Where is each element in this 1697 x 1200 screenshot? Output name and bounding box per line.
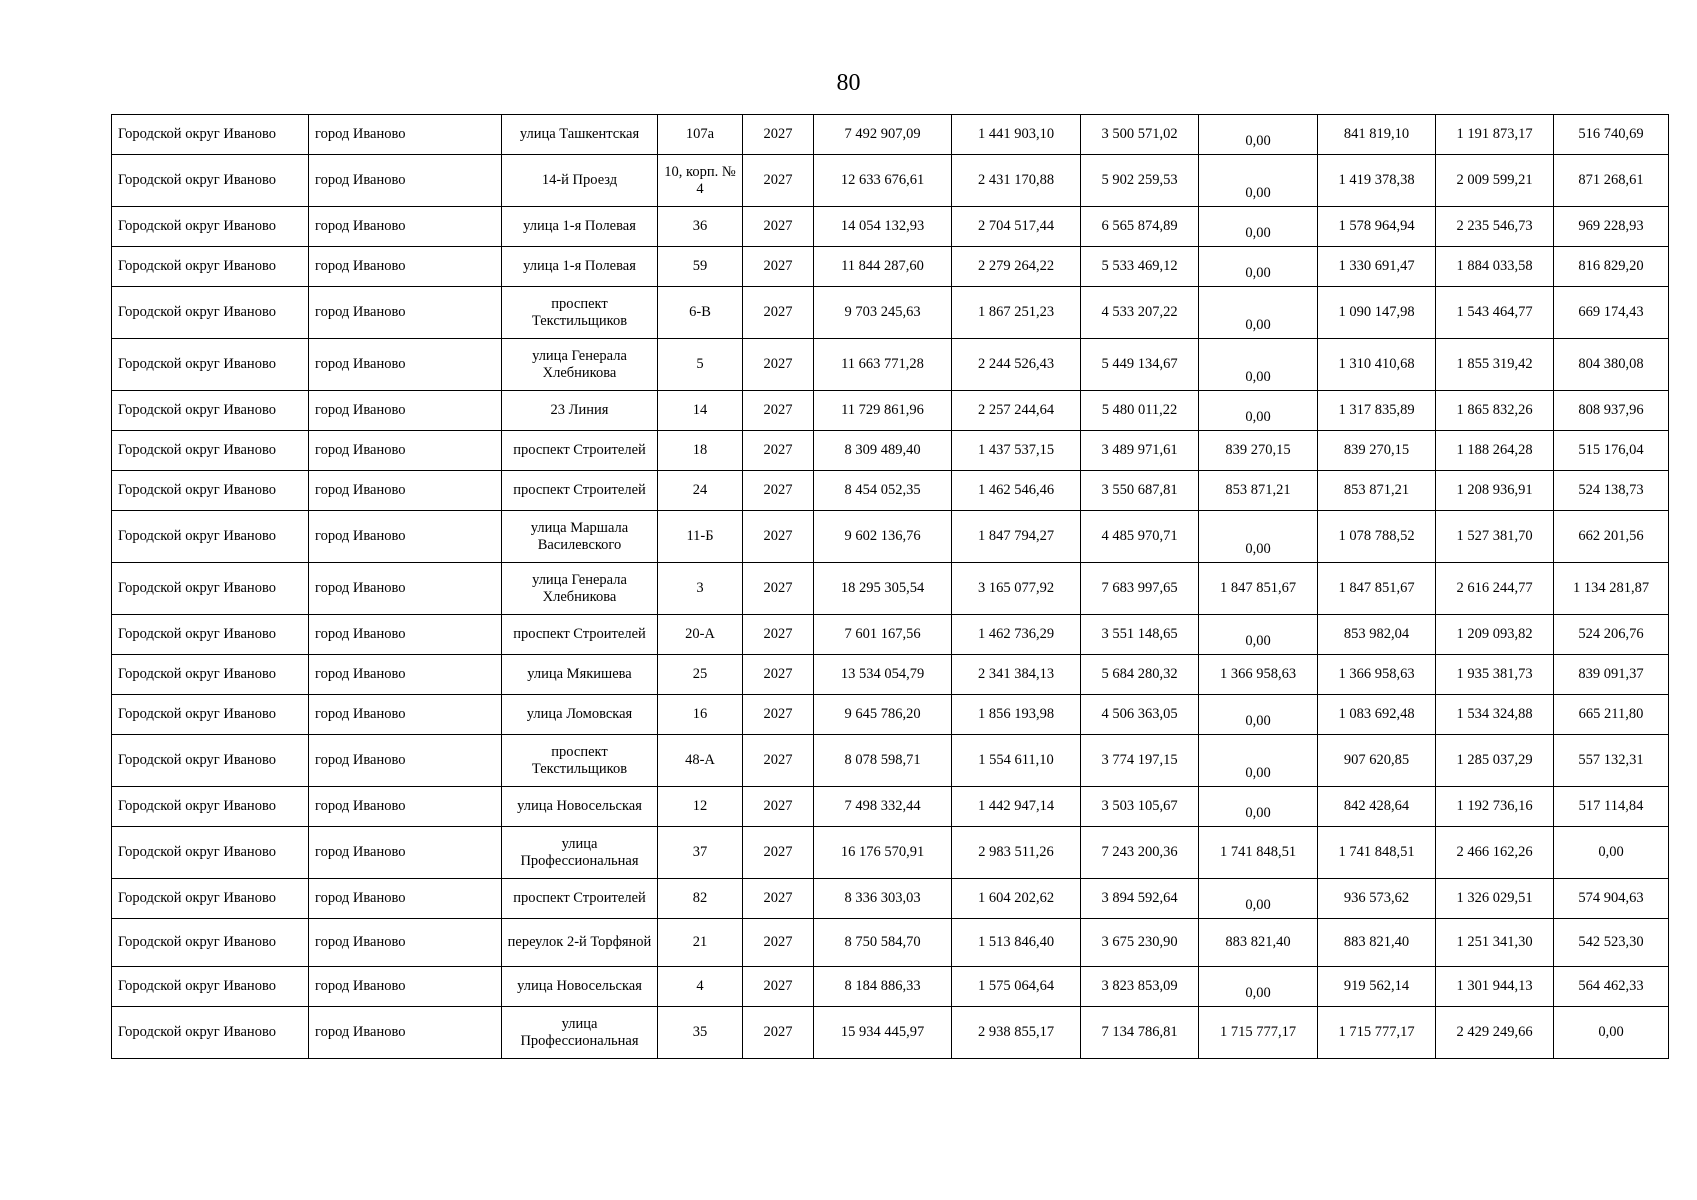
funding-2-cell: 3 774 197,15 [1081,735,1199,787]
house-cell: 48-А [658,735,743,787]
house-cell: 24 [658,471,743,511]
house-cell: 82 [658,879,743,919]
table-row [112,695,1669,735]
funding-3-cell: 1 847 851,67 [1199,563,1318,615]
funding-3-cell: 0,00 [1199,247,1318,287]
funding-6-cell: 574 904,63 [1554,879,1669,919]
street-cell: проспект Строителей [502,471,658,511]
funding-2-cell: 5 902 259,53 [1081,155,1199,207]
funding-4-cell: 1 310 410,68 [1318,339,1436,391]
street-cell: улица 1-я Полевая [502,247,658,287]
funding-3-cell: 0,00 [1199,967,1318,1007]
table-row [112,919,1669,967]
total-cost-cell: 15 934 445,97 [814,1007,952,1059]
year-cell: 2027 [743,247,814,287]
funding-4-cell: 883 821,40 [1318,919,1436,967]
funding-5-cell: 1 534 324,88 [1436,695,1554,735]
year-cell: 2027 [743,155,814,207]
year-cell: 2027 [743,391,814,431]
district-cell: Городской округ Иваново [112,247,309,287]
funding-2-cell: 3 675 230,90 [1081,919,1199,967]
funding-4-cell: 1 090 147,98 [1318,287,1436,339]
district-cell: Городской округ Иваново [112,339,309,391]
district-cell: Городской округ Иваново [112,1007,309,1059]
funding-6-cell: 515 176,04 [1554,431,1669,471]
total-cost-cell: 12 633 676,61 [814,155,952,207]
table-row [112,247,1669,287]
city-cell: город Иваново [309,431,502,471]
repair-schedule-table [111,114,1669,1059]
funding-2-cell: 4 485 970,71 [1081,511,1199,563]
city-cell: город Иваново [309,827,502,879]
house-cell: 3 [658,563,743,615]
funding-4-cell: 1 078 788,52 [1318,511,1436,563]
year-cell: 2027 [743,655,814,695]
year-cell: 2027 [743,827,814,879]
funding-1-cell: 1 513 846,40 [952,919,1081,967]
funding-2-cell: 3 551 148,65 [1081,615,1199,655]
funding-4-cell: 936 573,62 [1318,879,1436,919]
city-cell: город Иваново [309,391,502,431]
funding-4-cell: 1 578 964,94 [1318,207,1436,247]
table-row [112,787,1669,827]
year-cell: 2027 [743,511,814,563]
funding-1-cell: 2 279 264,22 [952,247,1081,287]
house-cell: 18 [658,431,743,471]
year-cell: 2027 [743,563,814,615]
house-cell: 36 [658,207,743,247]
funding-2-cell: 3 489 971,61 [1081,431,1199,471]
city-cell: город Иваново [309,1007,502,1059]
funding-5-cell: 1 527 381,70 [1436,511,1554,563]
total-cost-cell: 9 703 245,63 [814,287,952,339]
year-cell: 2027 [743,615,814,655]
city-cell: город Иваново [309,563,502,615]
funding-6-cell: 816 829,20 [1554,247,1669,287]
city-cell: город Иваново [309,967,502,1007]
funding-1-cell: 1 441 903,10 [952,115,1081,155]
city-cell: город Иваново [309,155,502,207]
funding-2-cell: 3 550 687,81 [1081,471,1199,511]
funding-3-cell: 0,00 [1199,879,1318,919]
total-cost-cell: 9 645 786,20 [814,695,952,735]
funding-4-cell: 1 366 958,63 [1318,655,1436,695]
funding-4-cell: 1 847 851,67 [1318,563,1436,615]
total-cost-cell: 8 336 303,03 [814,879,952,919]
street-cell: улица Ташкентская [502,115,658,155]
funding-6-cell: 871 268,61 [1554,155,1669,207]
year-cell: 2027 [743,879,814,919]
city-cell: город Иваново [309,879,502,919]
funding-1-cell: 1 867 251,23 [952,287,1081,339]
funding-3-cell: 1 741 848,51 [1199,827,1318,879]
funding-6-cell: 839 091,37 [1554,655,1669,695]
street-cell: улица Генерала Хлебникова [502,563,658,615]
city-cell: город Иваново [309,247,502,287]
funding-2-cell: 5 480 011,22 [1081,391,1199,431]
funding-3-cell: 0,00 [1199,287,1318,339]
street-cell: проспект Текстильщиков [502,287,658,339]
total-cost-cell: 16 176 570,91 [814,827,952,879]
funding-1-cell: 2 257 244,64 [952,391,1081,431]
funding-2-cell: 3 823 853,09 [1081,967,1199,1007]
total-cost-cell: 11 844 287,60 [814,247,952,287]
funding-6-cell: 808 937,96 [1554,391,1669,431]
funding-5-cell: 2 429 249,66 [1436,1007,1554,1059]
district-cell: Городской округ Иваново [112,391,309,431]
funding-5-cell: 1 935 381,73 [1436,655,1554,695]
funding-3-cell: 1 366 958,63 [1199,655,1318,695]
street-cell: улица Мякишева [502,655,658,695]
funding-4-cell: 1 083 692,48 [1318,695,1436,735]
city-cell: город Иваново [309,339,502,391]
funding-1-cell: 1 437 537,15 [952,431,1081,471]
table-row [112,827,1669,879]
funding-1-cell: 2 431 170,88 [952,155,1081,207]
house-cell: 12 [658,787,743,827]
table-row [112,615,1669,655]
city-cell: город Иваново [309,615,502,655]
funding-3-cell: 0,00 [1199,115,1318,155]
city-cell: город Иваново [309,787,502,827]
house-cell: 37 [658,827,743,879]
table-row [112,511,1669,563]
funding-2-cell: 5 533 469,12 [1081,247,1199,287]
funding-5-cell: 1 543 464,77 [1436,287,1554,339]
city-cell: город Иваново [309,735,502,787]
funding-4-cell: 842 428,64 [1318,787,1436,827]
table-row [112,115,1669,155]
funding-1-cell: 1 847 794,27 [952,511,1081,563]
funding-4-cell: 1 330 691,47 [1318,247,1436,287]
funding-3-cell: 853 871,21 [1199,471,1318,511]
funding-5-cell: 1 208 936,91 [1436,471,1554,511]
house-cell: 5 [658,339,743,391]
funding-6-cell: 0,00 [1554,1007,1669,1059]
funding-4-cell: 1 715 777,17 [1318,1007,1436,1059]
funding-3-cell: 0,00 [1199,155,1318,207]
funding-2-cell: 7 134 786,81 [1081,1007,1199,1059]
funding-6-cell: 524 138,73 [1554,471,1669,511]
funding-2-cell: 7 243 200,36 [1081,827,1199,879]
street-cell: улица Профессиональная [502,1007,658,1059]
district-cell: Городской округ Иваново [112,695,309,735]
funding-6-cell: 662 201,56 [1554,511,1669,563]
funding-6-cell: 557 132,31 [1554,735,1669,787]
funding-2-cell: 3 500 571,02 [1081,115,1199,155]
house-cell: 11-Б [658,511,743,563]
house-cell: 14 [658,391,743,431]
year-cell: 2027 [743,967,814,1007]
funding-5-cell: 1 251 341,30 [1436,919,1554,967]
city-cell: город Иваново [309,695,502,735]
total-cost-cell: 18 295 305,54 [814,563,952,615]
house-cell: 20-А [658,615,743,655]
total-cost-cell: 8 184 886,33 [814,967,952,1007]
table-row [112,391,1669,431]
table-row [112,207,1669,247]
funding-4-cell: 839 270,15 [1318,431,1436,471]
funding-5-cell: 1 188 264,28 [1436,431,1554,471]
funding-2-cell: 4 533 207,22 [1081,287,1199,339]
house-cell: 59 [658,247,743,287]
funding-4-cell: 841 819,10 [1318,115,1436,155]
funding-6-cell: 0,00 [1554,827,1669,879]
house-cell: 4 [658,967,743,1007]
funding-4-cell: 907 620,85 [1318,735,1436,787]
city-cell: город Иваново [309,115,502,155]
funding-6-cell: 669 174,43 [1554,287,1669,339]
funding-2-cell: 5 449 134,67 [1081,339,1199,391]
funding-2-cell: 7 683 997,65 [1081,563,1199,615]
funding-1-cell: 3 165 077,92 [952,563,1081,615]
funding-1-cell: 2 704 517,44 [952,207,1081,247]
funding-2-cell: 3 503 105,67 [1081,787,1199,827]
funding-4-cell: 919 562,14 [1318,967,1436,1007]
table-row [112,339,1669,391]
street-cell: улица Генерала Хлебникова [502,339,658,391]
funding-1-cell: 1 575 064,64 [952,967,1081,1007]
total-cost-cell: 8 750 584,70 [814,919,952,967]
funding-1-cell: 2 244 526,43 [952,339,1081,391]
funding-1-cell: 1 462 546,46 [952,471,1081,511]
funding-5-cell: 1 191 873,17 [1436,115,1554,155]
district-cell: Городской округ Иваново [112,155,309,207]
year-cell: 2027 [743,919,814,967]
total-cost-cell: 8 454 052,35 [814,471,952,511]
table-row [112,1007,1669,1059]
year-cell: 2027 [743,115,814,155]
funding-3-cell: 839 270,15 [1199,431,1318,471]
table-row [112,471,1669,511]
funding-3-cell: 0,00 [1199,339,1318,391]
table-row [112,735,1669,787]
total-cost-cell: 7 601 167,56 [814,615,952,655]
street-cell: улица 1-я Полевая [502,207,658,247]
funding-5-cell: 1 192 736,16 [1436,787,1554,827]
city-cell: город Иваново [309,511,502,563]
funding-6-cell: 542 523,30 [1554,919,1669,967]
funding-1-cell: 1 856 193,98 [952,695,1081,735]
funding-3-cell: 0,00 [1199,615,1318,655]
table-row [112,879,1669,919]
street-cell: проспект Строителей [502,879,658,919]
district-cell: Городской округ Иваново [112,655,309,695]
funding-2-cell: 3 894 592,64 [1081,879,1199,919]
funding-5-cell: 1 285 037,29 [1436,735,1554,787]
funding-5-cell: 2 235 546,73 [1436,207,1554,247]
street-cell: улица Ломовская [502,695,658,735]
district-cell: Городской округ Иваново [112,207,309,247]
funding-4-cell: 1 419 378,38 [1318,155,1436,207]
funding-4-cell: 1 741 848,51 [1318,827,1436,879]
funding-6-cell: 564 462,33 [1554,967,1669,1007]
funding-5-cell: 1 855 319,42 [1436,339,1554,391]
street-cell: проспект Строителей [502,615,658,655]
table-row [112,287,1669,339]
district-cell: Городской округ Иваново [112,115,309,155]
total-cost-cell: 11 729 861,96 [814,391,952,431]
district-cell: Городской округ Иваново [112,511,309,563]
funding-1-cell: 1 554 611,10 [952,735,1081,787]
district-cell: Городской округ Иваново [112,827,309,879]
table-row [112,155,1669,207]
district-cell: Городской округ Иваново [112,563,309,615]
district-cell: Городской округ Иваново [112,287,309,339]
district-cell: Городской округ Иваново [112,879,309,919]
year-cell: 2027 [743,787,814,827]
total-cost-cell: 13 534 054,79 [814,655,952,695]
city-cell: город Иваново [309,287,502,339]
city-cell: город Иваново [309,471,502,511]
total-cost-cell: 7 492 907,09 [814,115,952,155]
funding-6-cell: 804 380,08 [1554,339,1669,391]
total-cost-cell: 11 663 771,28 [814,339,952,391]
city-cell: город Иваново [309,655,502,695]
street-cell: проспект Текстильщиков [502,735,658,787]
house-cell: 10, корп. № 4 [658,155,743,207]
street-cell: улица Профессиональная [502,827,658,879]
funding-1-cell: 2 938 855,17 [952,1007,1081,1059]
funding-5-cell: 2 616 244,77 [1436,563,1554,615]
year-cell: 2027 [743,207,814,247]
funding-4-cell: 853 871,21 [1318,471,1436,511]
table-row [112,967,1669,1007]
year-cell: 2027 [743,735,814,787]
year-cell: 2027 [743,287,814,339]
total-cost-cell: 8 078 598,71 [814,735,952,787]
funding-3-cell: 0,00 [1199,735,1318,787]
district-cell: Городской округ Иваново [112,735,309,787]
street-cell: переулок 2-й Торфяной [502,919,658,967]
funding-1-cell: 1 442 947,14 [952,787,1081,827]
street-cell: улица Новосельская [502,967,658,1007]
city-cell: город Иваново [309,919,502,967]
funding-1-cell: 2 341 384,13 [952,655,1081,695]
year-cell: 2027 [743,695,814,735]
table-row [112,563,1669,615]
year-cell: 2027 [743,471,814,511]
funding-6-cell: 1 134 281,87 [1554,563,1669,615]
total-cost-cell: 9 602 136,76 [814,511,952,563]
funding-3-cell: 0,00 [1199,207,1318,247]
house-cell: 35 [658,1007,743,1059]
funding-6-cell: 524 206,76 [1554,615,1669,655]
funding-3-cell: 0,00 [1199,695,1318,735]
funding-5-cell: 1 301 944,13 [1436,967,1554,1007]
street-cell: 14-й Проезд [502,155,658,207]
funding-1-cell: 1 462 736,29 [952,615,1081,655]
funding-5-cell: 1 209 093,82 [1436,615,1554,655]
funding-6-cell: 969 228,93 [1554,207,1669,247]
table-row [112,431,1669,471]
total-cost-cell: 14 054 132,93 [814,207,952,247]
funding-2-cell: 5 684 280,32 [1081,655,1199,695]
total-cost-cell: 7 498 332,44 [814,787,952,827]
year-cell: 2027 [743,431,814,471]
year-cell: 2027 [743,1007,814,1059]
year-cell: 2027 [743,339,814,391]
funding-5-cell: 2 009 599,21 [1436,155,1554,207]
house-cell: 21 [658,919,743,967]
street-cell: улица Новосельская [502,787,658,827]
funding-3-cell: 0,00 [1199,391,1318,431]
funding-5-cell: 1 884 033,58 [1436,247,1554,287]
district-cell: Городской округ Иваново [112,967,309,1007]
street-cell: 23 Линия [502,391,658,431]
district-cell: Городской округ Иваново [112,787,309,827]
street-cell: проспект Строителей [502,431,658,471]
house-cell: 6-В [658,287,743,339]
funding-6-cell: 517 114,84 [1554,787,1669,827]
funding-1-cell: 2 983 511,26 [952,827,1081,879]
funding-2-cell: 4 506 363,05 [1081,695,1199,735]
funding-5-cell: 1 326 029,51 [1436,879,1554,919]
district-cell: Городской округ Иваново [112,431,309,471]
funding-6-cell: 665 211,80 [1554,695,1669,735]
district-cell: Городской округ Иваново [112,471,309,511]
house-cell: 25 [658,655,743,695]
funding-4-cell: 853 982,04 [1318,615,1436,655]
funding-3-cell: 883 821,40 [1199,919,1318,967]
district-cell: Городской округ Иваново [112,615,309,655]
funding-3-cell: 1 715 777,17 [1199,1007,1318,1059]
house-cell: 107а [658,115,743,155]
page-number: 80 [836,70,861,96]
city-cell: город Иваново [309,207,502,247]
house-cell: 16 [658,695,743,735]
total-cost-cell: 8 309 489,40 [814,431,952,471]
street-cell: улица Маршала Василевского [502,511,658,563]
funding-5-cell: 1 865 832,26 [1436,391,1554,431]
district-cell: Городской округ Иваново [112,919,309,967]
funding-3-cell: 0,00 [1199,787,1318,827]
table-row [112,655,1669,695]
funding-2-cell: 6 565 874,89 [1081,207,1199,247]
funding-3-cell: 0,00 [1199,511,1318,563]
funding-5-cell: 2 466 162,26 [1436,827,1554,879]
funding-4-cell: 1 317 835,89 [1318,391,1436,431]
funding-1-cell: 1 604 202,62 [952,879,1081,919]
funding-6-cell: 516 740,69 [1554,115,1669,155]
